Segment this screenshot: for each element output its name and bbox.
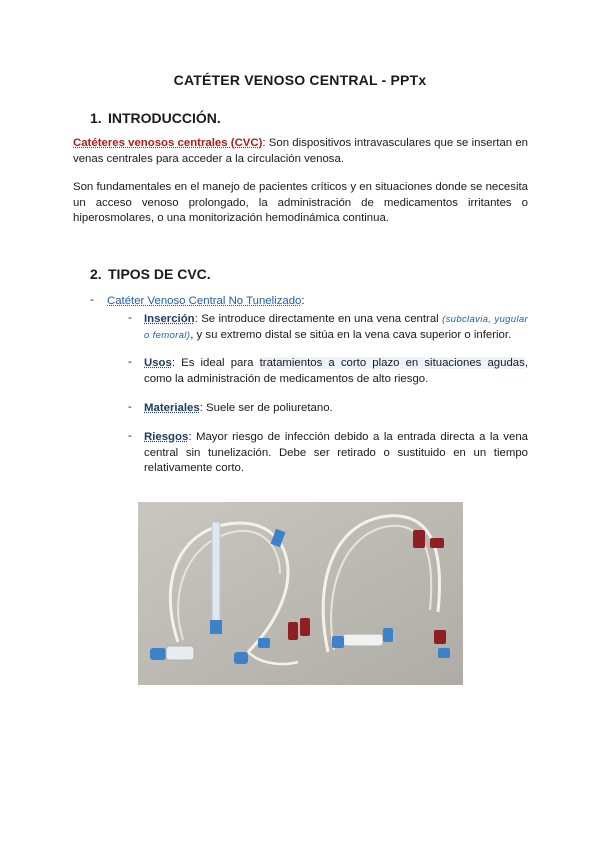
item-text: , y su extremo distal se sitúa en la vena cava superior o inferior. (190, 328, 512, 341)
red-clamp (300, 618, 310, 636)
item-label: Inserción (144, 313, 195, 325)
red-clamp (413, 530, 425, 548)
item-italic-note: (subclavia, yugular o femoral) (144, 314, 529, 341)
subheading-no-tunelizado (107, 294, 507, 310)
item-text: : Es ideal para (171, 357, 260, 369)
needle-hub (210, 620, 222, 634)
needle-barrel (212, 522, 220, 622)
section-title: INTRODUCCIÓN. (108, 110, 221, 126)
blue-connector (234, 652, 248, 664)
item-dash: - (128, 430, 132, 442)
item-usos (144, 356, 528, 387)
item-text: , como la administración de medicamentos de alto riesgo. (144, 357, 528, 385)
section-number: 2. (90, 266, 102, 282)
white-hub (166, 646, 194, 660)
document-title: CATÉTER VENOSO CENTRAL - PPTx (173, 72, 427, 88)
item-text: : Suele ser de poliuretano. (199, 402, 333, 414)
item-insercion (144, 312, 528, 343)
subheading-colon: : (301, 295, 305, 307)
section-title: TIPOS DE CVC. (108, 266, 211, 282)
red-clamp (288, 622, 298, 640)
item-materiales (144, 401, 528, 417)
red-clamp (434, 630, 446, 644)
intro-text-1: : Son dispositivos intravasculares que se insertan en venas centrales para acceder a la circulación venosa. (73, 137, 529, 165)
blue-connector (258, 638, 270, 648)
item-riesgos (144, 430, 528, 477)
blue-connector (383, 628, 393, 642)
intro-paragraph-1 (73, 136, 528, 167)
catheter-photo-illustration (138, 502, 463, 685)
item-highlight: tratamientos a corto plazo en situaciones agudas (259, 357, 525, 369)
intro-paragraph-2 (73, 180, 528, 227)
item-label: Materiales (144, 402, 200, 414)
blue-connector (438, 648, 450, 658)
catheter-photo (138, 502, 463, 685)
blue-connector (150, 648, 166, 660)
item-dash: - (128, 312, 132, 324)
item-text: : Mayor riesgo de infección debido a la entrada directa a la vena central sin tunelización. Debe ser retirado o sustituido en un tiempo relativamente corto. (144, 431, 528, 474)
item-dash: - (128, 401, 132, 413)
section-heading-introduccion (90, 110, 221, 126)
intro-text-2: Son fundamentales en el manejo de pacientes críticos y en situaciones donde se necesita un acceso venoso prolongado, la administración de medicamentos irritantes o hiperosmolares, o una monitorización hemodinámica continua. (73, 181, 528, 224)
blue-connector (332, 636, 344, 648)
item-dash: - (128, 356, 132, 368)
white-hub (343, 634, 383, 646)
term-cvc: Catéteres venosos centrales (CVC) (73, 137, 263, 149)
section-heading-tipos (90, 266, 211, 282)
section-number: 1. (90, 110, 102, 126)
bullet-dash: - (90, 294, 94, 306)
item-label: Riesgos (144, 431, 189, 443)
item-label: Usos (144, 357, 172, 369)
subheading-text: Catéter Venoso Central No Tunelizado (107, 295, 302, 307)
red-clamp (430, 538, 444, 548)
item-text: : Se introduce directamente en una vena central (194, 313, 443, 325)
